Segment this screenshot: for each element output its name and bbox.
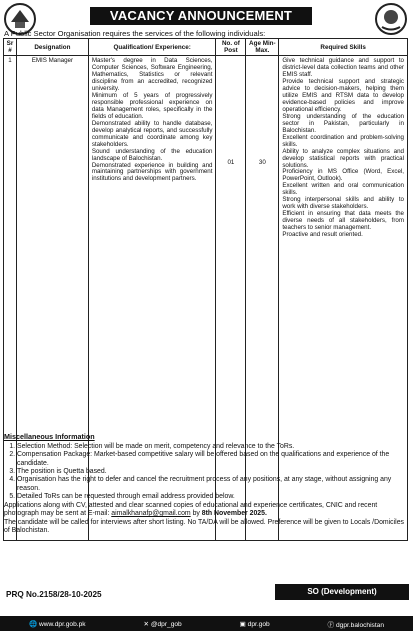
header-sr: Sr # [4,39,17,56]
skill-item: Excellent coordination and problem-solving skills. [282,133,404,148]
misc-item: 4. Organisation has the right to defer and cancel the recruitment process of any positions, at any stage, without assigning any reason. [17,476,406,493]
deadline: 8th November 2025. [201,510,267,518]
misc-item: 2. Compensation Package: Market-based competitive salary will be offered based on the qualifications and experience of the candidate. [17,451,406,468]
cell-sr: 1 [4,56,17,541]
misc-item: 5. Detailed ToRs can be requested through email address provided below. [17,493,406,501]
misc-heading: Miscellaneous Information [4,432,95,441]
social-x[interactable]: ✕ @dpr_gob [143,620,182,628]
cell-age: 30 [246,56,279,541]
skill-item: Proactive and result oriented. [282,230,363,238]
cell-designation: EMIS Manager [16,56,88,541]
qualification-item: Demonstrated experience in building and maintaining partnerships with government institutions and development partners. [91,161,213,183]
apply-text: Applications along with CV, attested and clear scanned copies of educational and experience certificates, CNIC and recent photograph may be sent at E-mail: [4,501,378,518]
qualification-item: Minimum of 5 years of progressively responsible professional experience on data Management roles, specifically in the fields of education. [91,92,213,120]
misc-section [4,433,406,535]
header-designation: Designation [16,39,88,56]
issuing-officer: SO (Development) [275,584,409,600]
social-bar [0,616,413,631]
qualification-item: Sound understanding of the education landscape of Balochistan. [91,147,213,162]
facebook-icon: Ⓕ [327,621,335,629]
misc-item: 1. Selection Method: Selection will be made on merit, competency and relevance to the ToRs. [17,443,406,451]
social-instagram[interactable]: ▣ dpr.gob [239,620,270,628]
table-header-row [4,39,408,56]
deadline-prefix: by [192,510,200,518]
x-icon: ✕ [143,620,149,628]
header-qualification: Qualification/ Experience: [88,39,216,56]
email-link[interactable]: aimalkhanafp@gmail.com [111,510,191,518]
shortlist-text: The candidate will be called for interviews after short listing. No TA/DA will be allowed. Preference will be given to Locals /Domiciles of Balochistan. [4,518,404,534]
skill-item: Give technical guidance and support to district-level data collection teams and other EMIS staff. [282,57,404,79]
misc-list [4,443,406,502]
skill-item: Efficient in ensuring that data meets the diverse needs of all stakeholders, from teachers to senior management. [282,210,404,231]
skill-item: Strong interpersonal skills and ability to work with diverse stakeholders. [282,196,404,211]
skill-item: Proficiency in MS Office (Word, Excel, PowerPoint, Outlook). [282,168,404,183]
social-facebook[interactable]: Ⓕ dgpr.balochistan [327,621,385,629]
page-title: VACANCY ANNOUNCEMENT [90,7,312,25]
misc-item: 3. The position is Quetta based. [17,468,406,476]
header-age: Age Min-Max. [246,39,279,56]
skill-item: Strong understanding of the education sector in Pakistan, particularly in Balochistan. [282,112,404,134]
header-skills: Required Skills [279,39,408,56]
cell-posts: 01 [216,56,246,541]
prq-number: PRQ No.2158/28-10-2025 [6,590,102,599]
skill-item: Ability to analyze complex situations and develop statistical reports with practical solutions. [282,147,404,169]
skill-item: Excellent written and oral communication skills. [282,182,404,197]
intro-text: A Public Sector Organisation requires the services of the following individuals: [4,29,266,38]
globe-icon: 🌐 [28,620,38,628]
header-posts: No. of Post [216,39,246,56]
qualification-item: Master's degree in Data Sciences, Computer Sciences, Software Engineering, Mathematics, Statistics or relevant discipline from an accredited, recognized university. [91,57,213,93]
apply-paragraph [4,502,406,519]
emblem-right-icon [374,2,408,36]
instagram-icon: ▣ [239,620,246,628]
social-web[interactable]: 🌐 www.dpr.gob.pk [28,620,86,628]
skill-item: Provide technical support and strategic advice to decision-makers, helping them utilize EMIS and RTSM data to develop evidence-based policies and improve operational efficiency. [282,78,404,114]
qualification-item: Demonstrated ability to handle database, develop analytical reports, and successfully communicate and coordinate among key stakeholders. [91,119,213,148]
